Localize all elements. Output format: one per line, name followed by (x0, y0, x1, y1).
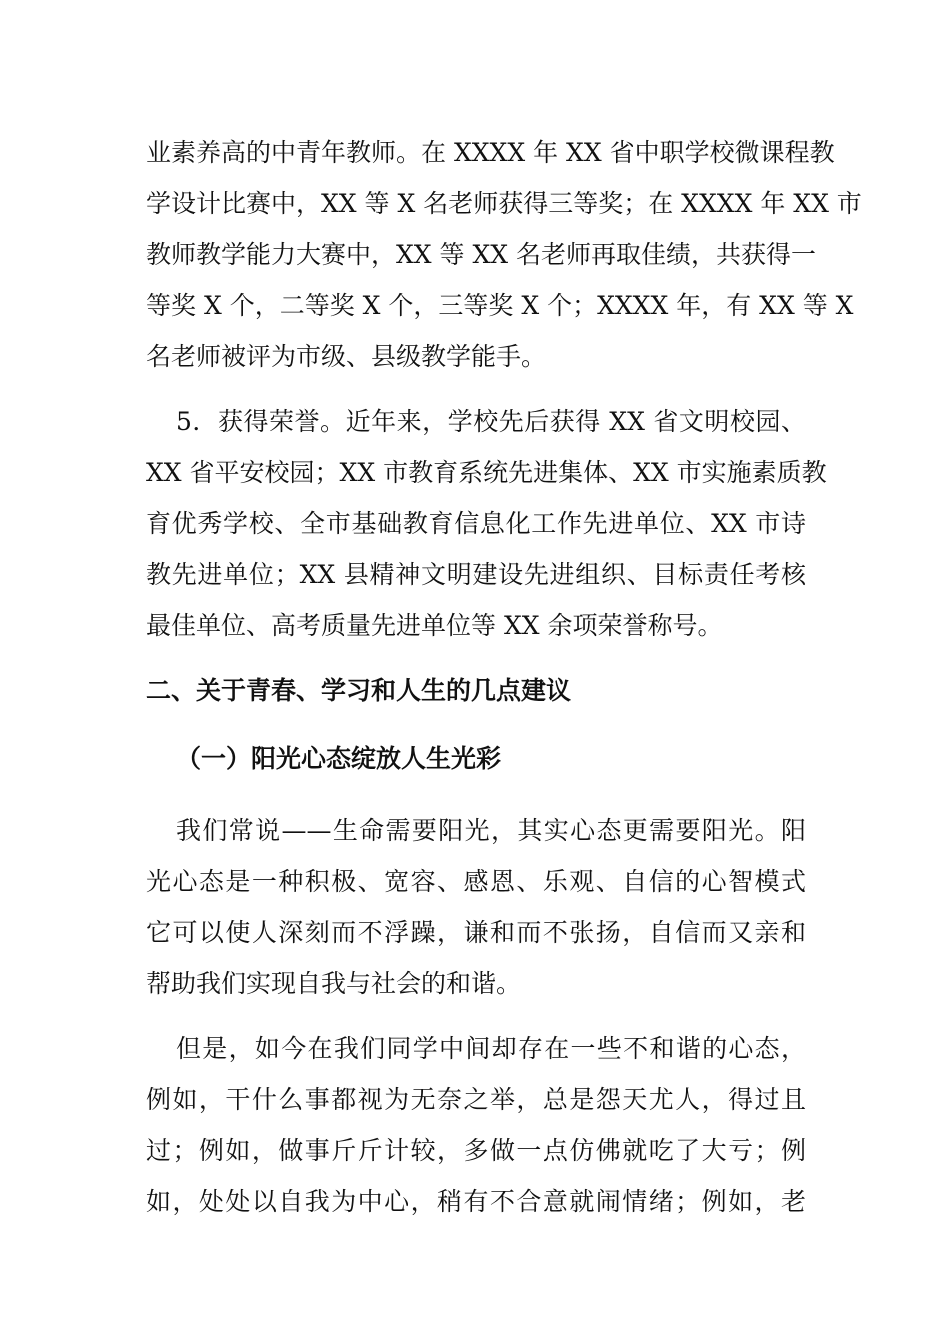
paragraph-line: 教师教学能力大赛中，XX 等 XX 名老师再取佳绩，共获得一 (146, 240, 817, 269)
paragraph-line: 教先进单位；XX 县精神文明建设先进组织、目标责任考核 (146, 560, 806, 589)
paragraph-line: 等奖 X 个，二等奖 X 个，三等奖 X 个；XXXX 年，有 XX 等 X (146, 291, 854, 320)
paragraph-line: XX 省平安校园；XX 市教育系统先进集体、XX 市实施素质教 (146, 458, 827, 487)
paragraph-line: 但是，如今在我们同学中间却存在一些不和谐的心态， (176, 1034, 806, 1063)
paragraph-line: 业素养高的中青年教师。在 XXXX 年 XX 省中职学校微课程教 (146, 138, 835, 167)
paragraph-line: 例如，干什么事都视为无奈之举，总是怨天尤人，得过且 (146, 1085, 806, 1114)
section-heading: 二、关于青春、学习和人生的几点建议 (146, 676, 572, 705)
paragraph-line: 最佳单位、高考质量先进单位等 XX 余项荣誉称号。 (146, 611, 723, 640)
subsection-heading: （一）阳光心态绽放人生光彩 (176, 744, 502, 773)
paragraph-line: 5．获得荣誉。近年来，学校先后获得 XX 省文明校园、 (176, 407, 806, 436)
paragraph-line: 学设计比赛中，XX 等 X 名老师获得三等奖；在 XXXX 年 XX 市 (146, 189, 862, 218)
paragraph-line: 我们常说——生命需要阳光，其实心态更需要阳光。阳 (176, 816, 806, 845)
paragraph-line: 帮助我们实现自我与社会的和谐。 (146, 969, 522, 998)
paragraph-line: 过；例如，做事斤斤计较，多做一点仿佛就吃了大亏；例 (146, 1136, 806, 1165)
paragraph-line: 育优秀学校、全市基础教育信息化工作先进单位、XX 市诗 (146, 509, 806, 538)
paragraph-line: 它可以使人深刻而不浮躁，谦和而不张扬，自信而又亲和 (146, 918, 806, 947)
paragraph-line: 名老师被评为市级、县级教学能手。 (146, 342, 547, 371)
paragraph-line: 光心态是一种积极、宽容、感恩、乐观、自信的心智模式 (146, 867, 806, 896)
paragraph-line: 如，处处以自我为中心，稍有不合意就闹情绪；例如，老 (146, 1187, 806, 1216)
